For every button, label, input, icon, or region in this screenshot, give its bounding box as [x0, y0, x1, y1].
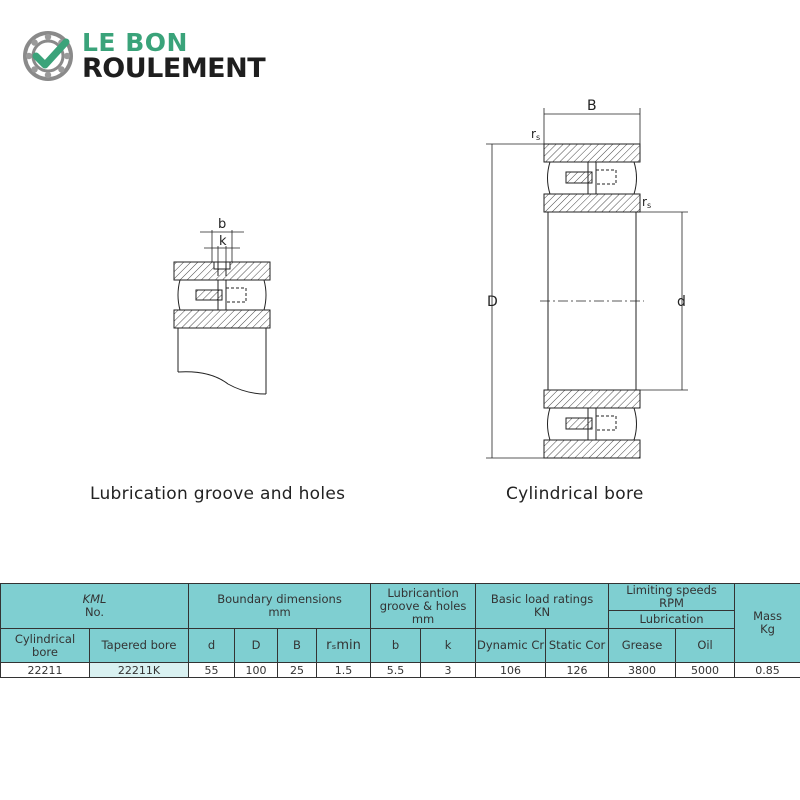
- cell-k: 3: [421, 663, 476, 678]
- label-D: D: [487, 294, 498, 310]
- cell-grease: 3800: [609, 663, 676, 678]
- table-row: [1, 663, 800, 678]
- cell-cylindrical: 22211: [1, 663, 90, 678]
- subheader-b: b: [371, 629, 421, 663]
- header-limiting-speeds: Limiting speeds RPM: [609, 584, 735, 611]
- logo-line-1: LE BON: [82, 28, 188, 57]
- cell-D: 100: [235, 663, 278, 678]
- subheader-B: B: [278, 629, 317, 663]
- header-boundary: Boundary dimensions mm: [189, 584, 371, 629]
- label-rs-top: rs: [531, 127, 541, 142]
- cell-B: 25: [278, 663, 317, 678]
- cell-d: 55: [189, 663, 235, 678]
- cell-static: 126: [546, 663, 609, 678]
- cell-tapered: 22211K: [90, 663, 189, 678]
- header-model-no: KML No.: [1, 584, 189, 629]
- subheader-dynamic: Dynamic Cr: [476, 629, 546, 663]
- subheader-rs-min: rₛmin: [317, 629, 371, 663]
- label-B: B: [587, 98, 597, 114]
- subheader-cylindrical-bore: Cylindrical bore: [1, 629, 90, 663]
- subheader-static: Static Cor: [546, 629, 609, 663]
- cell-dynamic: 106: [476, 663, 546, 678]
- right-figure-caption: Cylindrical bore: [506, 484, 644, 504]
- label-rs-mid: rs: [642, 195, 652, 210]
- logo-line-2: ROULEMENT: [82, 53, 266, 84]
- cylindrical-bore-figure: [486, 108, 688, 458]
- subheader-grease: Grease: [609, 629, 676, 663]
- label-b-left: b: [218, 217, 227, 232]
- label-d: d: [677, 294, 686, 310]
- left-figure-caption: Lubrication groove and holes: [90, 484, 346, 504]
- cell-rs-min: 1.5: [317, 663, 371, 678]
- header-lubrication: Lubrication: [609, 611, 735, 629]
- subheader-d: d: [189, 629, 235, 663]
- cell-mass: 0.85: [735, 663, 800, 678]
- subheader-k: k: [421, 629, 476, 663]
- header-load-ratings: Basic load ratings KN: [476, 584, 609, 629]
- subheader-D: D: [235, 629, 278, 663]
- cell-b: 5.5: [371, 663, 421, 678]
- header-lubrication-groove: Lubricantion groove & holes mm: [371, 584, 476, 629]
- cell-oil: 5000: [676, 663, 735, 678]
- label-k-left: k: [219, 234, 227, 249]
- subheader-oil: Oil: [676, 629, 735, 663]
- spec-table: [0, 583, 800, 678]
- header-mass: Mass Kg: [735, 584, 800, 663]
- lubrication-groove-figure: [174, 230, 270, 394]
- subheader-tapered-bore: Tapered bore: [90, 629, 189, 663]
